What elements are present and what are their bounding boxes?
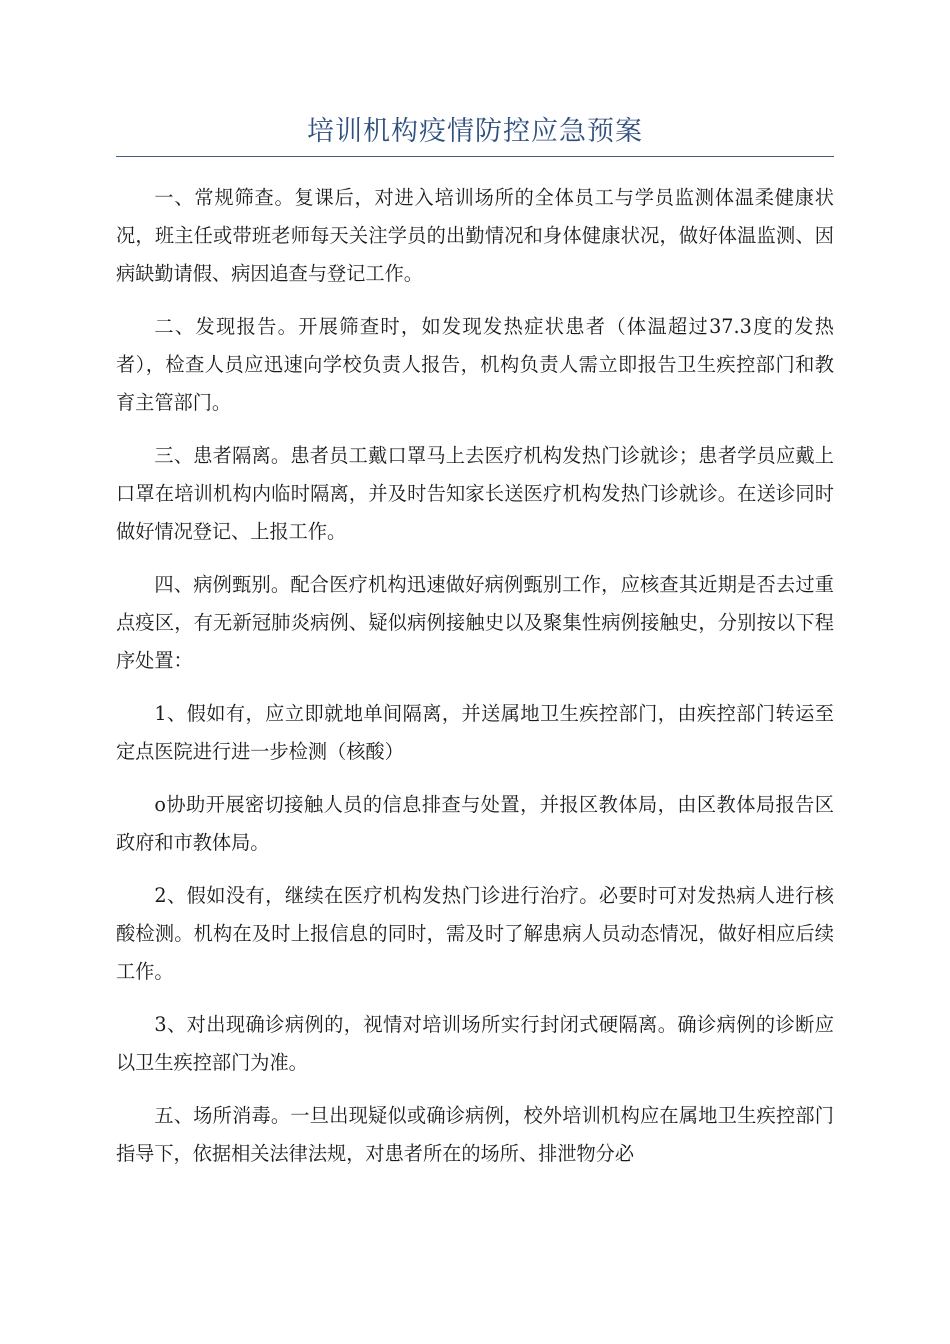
paragraph-procedure-3: 3、对出现确诊病例的，视情对培训场所实行封闭式硬隔离。确诊病例的诊断应以卫生疾控部门为准。	[116, 1013, 834, 1074]
paragraph-procedure-1: 1、假如有，应立即就地单间隔离，并送属地卫生疾控部门，由疾控部门转运至定点医院进行进一步检测（核酸）	[116, 702, 834, 763]
paragraph-discovery-report: 二、发现报告。开展筛查时，如发现发热症状患者（体温超过37.3度的发热者），检查人员应迅速向学校负责人报告，机构负责人需立即报告卫生疾控部门和教育主管部门。	[116, 315, 834, 414]
paragraph-case-screening: 四、病例甄别。配合医疗机构迅速做好病例甄别工作，应核查其近期是否去过重点疫区，有无新冠肺炎病例、疑似病例接触史以及聚集性病例接触史，分别按以下程序处置：	[116, 573, 834, 672]
paragraph-contact-tracing: o协助开展密切接触人员的信息排查与处置，并报区教体局，由区教体局报告区政府和市教体局。	[116, 793, 834, 854]
document-page	[116, 112, 834, 1188]
document-body	[116, 179, 834, 1173]
paragraph-routine-screening: 一、常规筛查。复课后，对进入培训场所的全体员工与学员监测体温柔健康状况，班主任或带班老师每天关注学员的出勤情况和身体健康状况，做好体温监测、因病缺勤请假、病因追查与登记工作。	[116, 186, 834, 285]
paragraph-procedure-2: 2、假如没有，继续在医疗机构发热门诊进行治疗。必要时可对发热病人进行核酸检测。机构在及时上报信息的同时，需及时了解患病人员动态情况，做好相应后续工作。	[116, 884, 834, 983]
paragraph-disinfection: 五、场所消毒。一旦出现疑似或确诊病例，校外培训机构应在属地卫生疾控部门指导下，依据相关法律法规，对患者所在的场所、排泄物分必	[116, 1104, 834, 1165]
paragraph-patient-isolation: 三、患者隔离。患者员工戴口罩马上去医疗机构发热门诊就诊；患者学员应戴上口罩在培训机构内临时隔离，并及时告知家长送医疗机构发热门诊就诊。在送诊同时做好情况登记、上报工作。	[116, 444, 834, 543]
document-title: 培训机构疫情防控应急预案	[116, 112, 834, 157]
